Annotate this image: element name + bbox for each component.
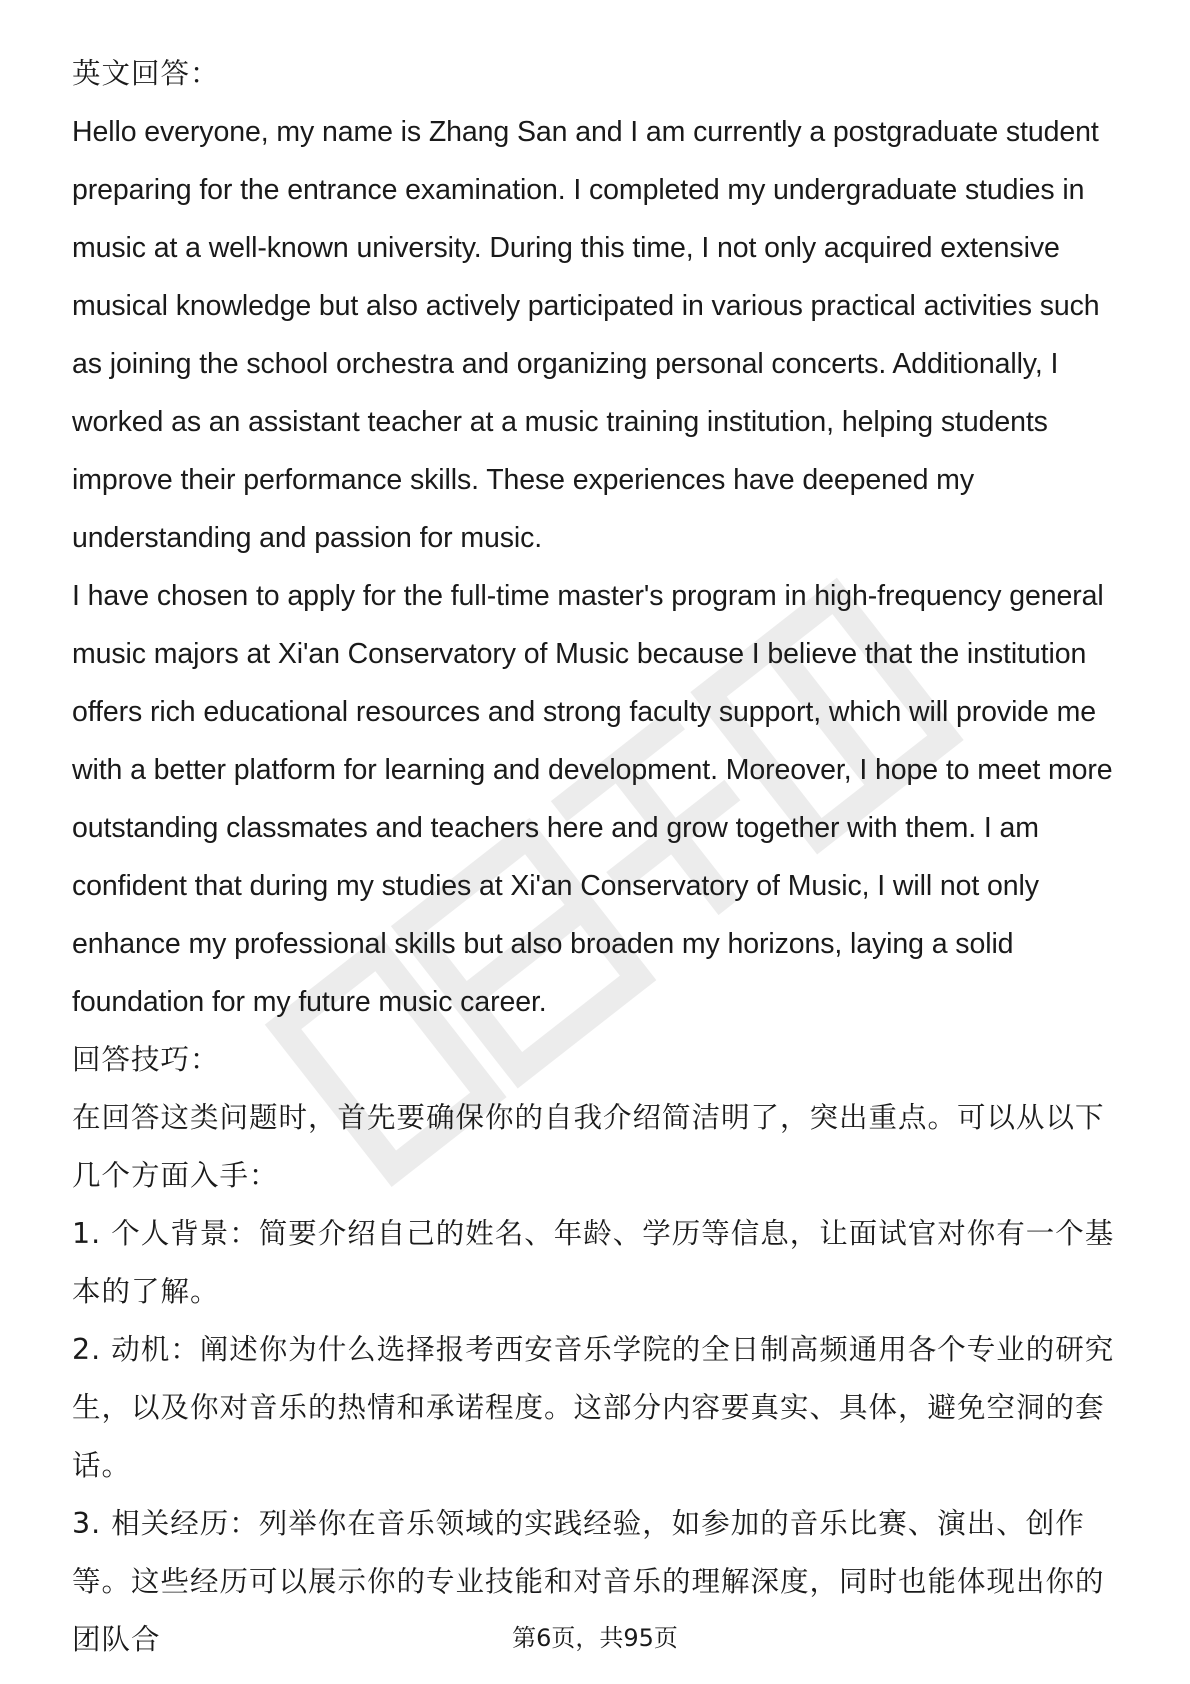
tips-intro: 在回答这类问题时，首先要确保你的自我介绍简洁明了，突出重点。可以从以下几个方面入手： xyxy=(72,1101,1105,1192)
tips-item: 3. 相关经历：列举你在音乐领域的实践经验，如参加的音乐比赛、演出、创作等。这些经历可以展示你的专业技能和对音乐的理解深度，同时也能体现出你的团队合 xyxy=(72,1507,1105,1656)
english-answer-paragraph-1: Hello everyone, my name is Zhang San and I am currently a postgraduate student preparing for the entrance examination. I completed my undergraduate studies in music at a well-known university. During this time, I not only acquired extensive musical knowledge but also actively participated in various practical activities such as joining the school orchestra and organizing personal concerts. Additionally, I worked as an assistant teacher at a music training institution, helping students improve their performance skills. These experiences have deepened my understanding and passion for music. xyxy=(72,116,1100,554)
page-indicator: 第6页，共95页 xyxy=(512,1624,678,1652)
tips-item: 2. 动机：阐述你为什么选择报考西安音乐学院的全日制高频通用各个专业的研究生，以及你对音乐的热情和承诺程度。这部分内容要真实、具体，避免空洞的套话。 xyxy=(72,1333,1115,1482)
tips-item: 1. 个人背景：简要介绍自己的姓名、年龄、学历等信息，让面试官对你有一个基本的了解。 xyxy=(72,1217,1115,1308)
tips-heading: 回答技巧： xyxy=(72,1043,220,1076)
document-page xyxy=(72,45,1122,1669)
english-answer-heading: 英文回答： xyxy=(72,57,220,90)
english-answer-paragraph-2: I have chosen to apply for the full-time master's program in high-frequency general music majors at Xi'an Conservatory of Music because I believe that the institution offers rich educational resources and strong faculty support, which will provide me with a better platform for learning and development. Moreover, I hope to meet more outstanding classmates and teachers here and grow together with them. I am confident that during my studies at Xi'an Conservatory of Music, I will not only enhance my professional skills but also broaden my horizons, laying a solid foundation for my future music career. xyxy=(72,580,1113,1018)
